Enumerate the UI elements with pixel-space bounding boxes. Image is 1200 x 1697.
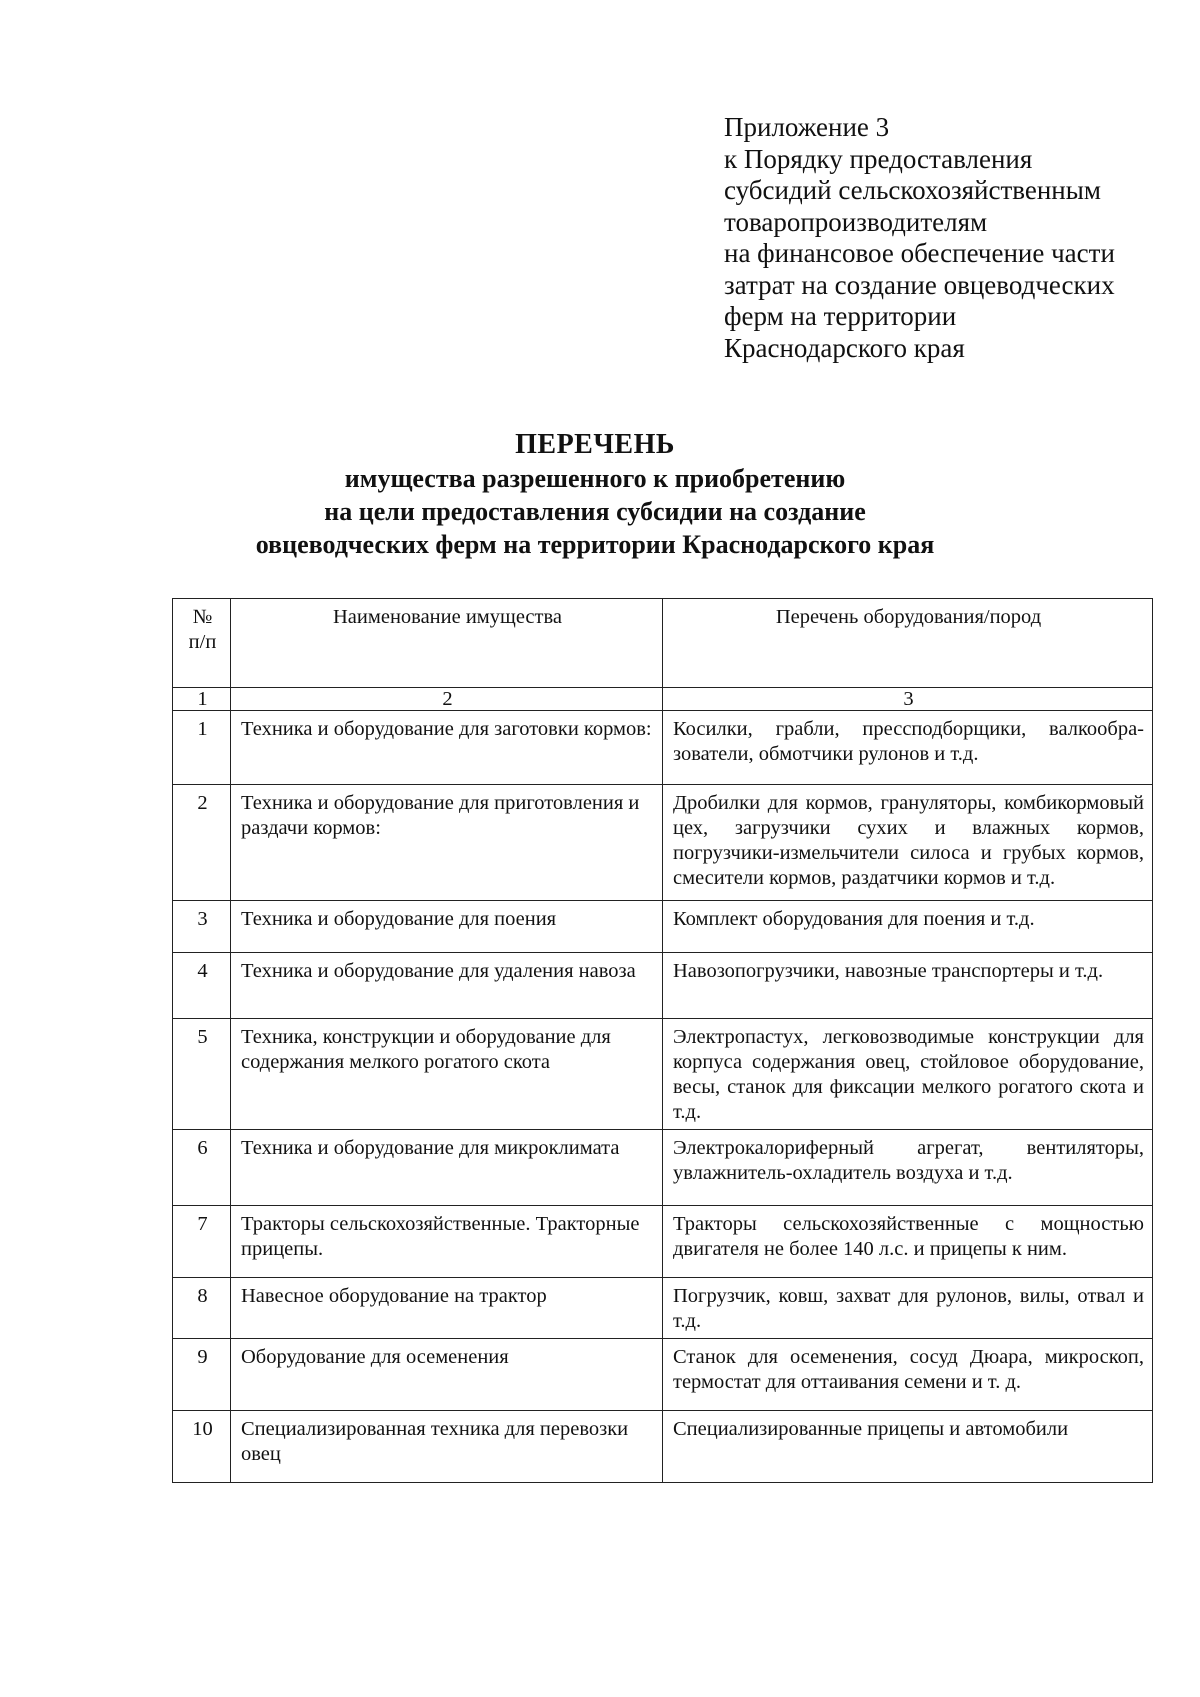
document-title	[150, 428, 1040, 561]
appendix-line: ферм на территории	[724, 301, 957, 331]
row-property-name: Техника и оборудование для микроклимата	[231, 1130, 663, 1206]
row-property-name: Техника и оборудование для удаления навоза	[231, 953, 663, 1019]
row-number: 2	[173, 785, 231, 901]
row-equipment-list: Специализированные прицепы и автомобили	[663, 1411, 1153, 1483]
row-number: 10	[173, 1411, 231, 1483]
row-number: 3	[173, 901, 231, 953]
appendix-line: Приложение 3	[724, 112, 890, 142]
title-sub-line: на цели предоставления субсидии на создание	[324, 497, 866, 526]
row-number: 8	[173, 1278, 231, 1339]
table-row	[173, 1206, 1153, 1278]
row-property-name: Оборудование для осеменения	[231, 1339, 663, 1411]
appendix-line: субсидий сельскохозяйственным	[724, 175, 1101, 205]
row-number: 1	[173, 711, 231, 785]
header-list: Перечень оборудования/пород	[663, 599, 1153, 688]
row-equipment-list: Электрокалориферный агрегат, вентиляторы, увлажнитель-охладитель воздуха и т.д.	[663, 1130, 1153, 1206]
appendix-line: к Порядку предоставления	[724, 143, 1033, 174]
row-equipment-list: Косилки, грабли, прессподборщики, валкообразователи, обмотчики рулонов и т.д.	[663, 711, 1153, 785]
table-row	[173, 1130, 1153, 1206]
row-equipment-list: Тракторы сельскохозяйственные с мощностью двигателя не более 140 л.с. и прицепы к ним.	[663, 1206, 1153, 1278]
table-header-row	[173, 599, 1153, 688]
row-number: 7	[173, 1206, 231, 1278]
table-row	[173, 1339, 1153, 1411]
row-property-name: Специализированная техника для перевозки овец	[231, 1411, 663, 1483]
table-row	[173, 953, 1153, 1019]
table-row	[173, 711, 1153, 785]
row-number: 9	[173, 1339, 231, 1411]
header-num-line2: п/п	[188, 631, 217, 653]
table-row	[173, 785, 1153, 901]
appendix-line: затрат на создание овцеводческих	[724, 269, 1115, 300]
row-number: 5	[173, 1019, 231, 1130]
row-property-name: Навесное оборудование на трактор	[231, 1278, 663, 1339]
table-row	[173, 901, 1153, 953]
header-num-line1: №	[192, 606, 213, 628]
header-num	[173, 599, 231, 688]
row-number: 4	[173, 953, 231, 1019]
title-sub-line: овцеводческих ферм на территории Краснодарского края	[255, 530, 935, 559]
column-number: 1	[173, 688, 231, 711]
column-number: 3	[663, 688, 1153, 711]
title-main: ПЕРЕЧЕНЬ	[515, 429, 675, 460]
row-equipment-list: Комплект оборудования для поения и т.д.	[663, 901, 1153, 953]
appendix-line: товаропроизводителям	[724, 206, 988, 237]
table-row	[173, 1411, 1153, 1483]
header-name: Наименование имущества	[231, 599, 663, 688]
row-equipment-list: Погрузчик, ковш, захват для рулонов, вилы, отвал и т.д.	[663, 1278, 1153, 1339]
row-property-name: Тракторы сельскохозяйственные. Тракторные прицепы.	[231, 1206, 663, 1278]
row-property-name: Техника и оборудование для заготовки кормов:	[231, 711, 663, 785]
property-list-table	[172, 598, 1153, 1483]
row-property-name: Техника и оборудование для поения	[231, 901, 663, 953]
title-sub-line: имущества разрешенного к приобретению	[344, 464, 846, 493]
table-row	[173, 1019, 1153, 1130]
appendix-block	[724, 112, 1164, 364]
column-number-row	[173, 688, 1153, 711]
table-row	[173, 1278, 1153, 1339]
row-equipment-list: Станок для осеменения, сосуд Дюара, микроскоп, термостат для оттаивания семени и т. д.	[663, 1339, 1153, 1411]
row-equipment-list: Электропастух, легковозводимые конструкции для корпуса содержания овец, стойловое оборудование, весы, станок для фиксации мелкого рогатого скота и т.д.	[663, 1019, 1153, 1130]
row-number: 6	[173, 1130, 231, 1206]
row-equipment-list: Навозопогрузчики, навозные транспортеры и т.д.	[663, 953, 1153, 1019]
row-property-name: Техника и оборудование для приготовления и раздачи кормов:	[231, 785, 663, 901]
row-equipment-list: Дробилки для кормов, грануляторы, комбикормовый цех, загрузчики сухих и влажных кормов, погрузчики-измельчители силоса и грубых кормов, смесители кормов, раздатчики кормов и т.д.	[663, 785, 1153, 901]
row-property-name: Техника, конструкции и оборудование для содержания мелкого рогатого скота	[231, 1019, 663, 1130]
column-number: 2	[231, 688, 663, 711]
appendix-line: Краснодарского края	[724, 332, 965, 363]
appendix-line: на финансовое обеспечение части	[724, 238, 1115, 268]
